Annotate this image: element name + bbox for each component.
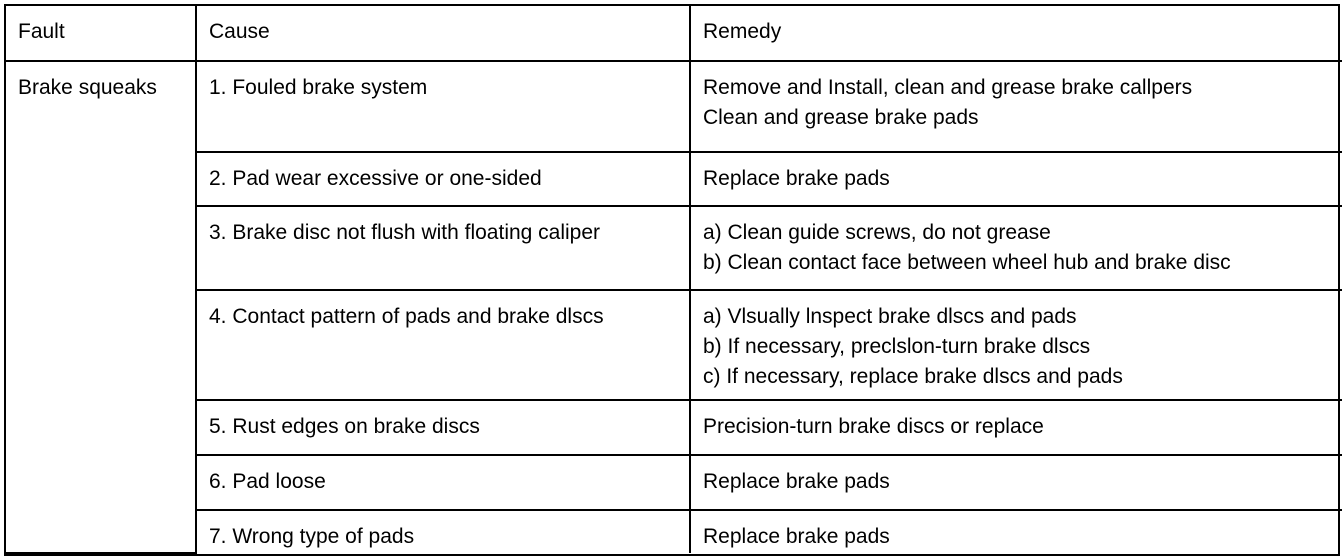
remedy-cell xyxy=(690,455,1342,510)
remedy-line: a) Vlsually lnspect brake dlscs and pads xyxy=(703,305,1077,328)
remedy-line: Replace brake pads xyxy=(703,167,890,190)
header-row xyxy=(6,6,1342,61)
cause-cell: 2. Pad wear excessive or one-sided xyxy=(196,152,690,206)
fault-cell: Brake squeaks xyxy=(6,61,196,553)
cause-cell: 6. Pad loose xyxy=(196,455,690,510)
table-row xyxy=(6,510,1342,553)
remedy-cell xyxy=(690,206,1342,290)
remedy-line: c) If necessary, replace brake dlscs and pads xyxy=(703,365,1123,388)
remedy-line: a) Clean guide screws, do not grease xyxy=(703,221,1051,244)
table-row xyxy=(6,400,1342,455)
fault-table xyxy=(6,6,1342,554)
table-row xyxy=(6,206,1342,290)
remedy-cell xyxy=(690,152,1342,206)
remedy-line: Replace brake pads xyxy=(703,470,890,493)
cause-cell: 1. Fouled brake system xyxy=(196,61,690,152)
remedy-cell xyxy=(690,510,1342,553)
remedy-line: Precision-turn brake discs or replace xyxy=(703,415,1044,438)
table-row xyxy=(6,152,1342,206)
header-fault: Fault xyxy=(6,6,196,61)
remedy-line: Remove and Install, clean and grease brake callpers xyxy=(703,76,1193,99)
remedy-cell xyxy=(690,290,1342,400)
remedy-line: Clean and grease brake pads xyxy=(703,106,979,129)
cause-cell: 5. Rust edges on brake discs xyxy=(196,400,690,455)
remedy-cell xyxy=(690,61,1342,152)
remedy-line: Replace brake pads xyxy=(703,525,890,548)
table-row xyxy=(6,61,1342,152)
cause-cell: 7. Wrong type of pads xyxy=(196,510,690,553)
header-cause: Cause xyxy=(196,6,690,61)
remedy-line: b) If necessary, preclslon-turn brake dlscs xyxy=(703,335,1091,358)
cause-cell: 4. Contact pattern of pads and brake dlscs xyxy=(196,290,690,400)
remedy-line: b) Clean contact face between wheel hub and brake disc xyxy=(703,251,1231,274)
fault-remedy-table xyxy=(4,4,1340,556)
cause-cell: 3. Brake disc not flush with floating caliper xyxy=(196,206,690,290)
header-remedy: Remedy xyxy=(690,6,1342,61)
remedy-cell xyxy=(690,400,1342,455)
table-row xyxy=(6,455,1342,510)
table-row xyxy=(6,290,1342,400)
